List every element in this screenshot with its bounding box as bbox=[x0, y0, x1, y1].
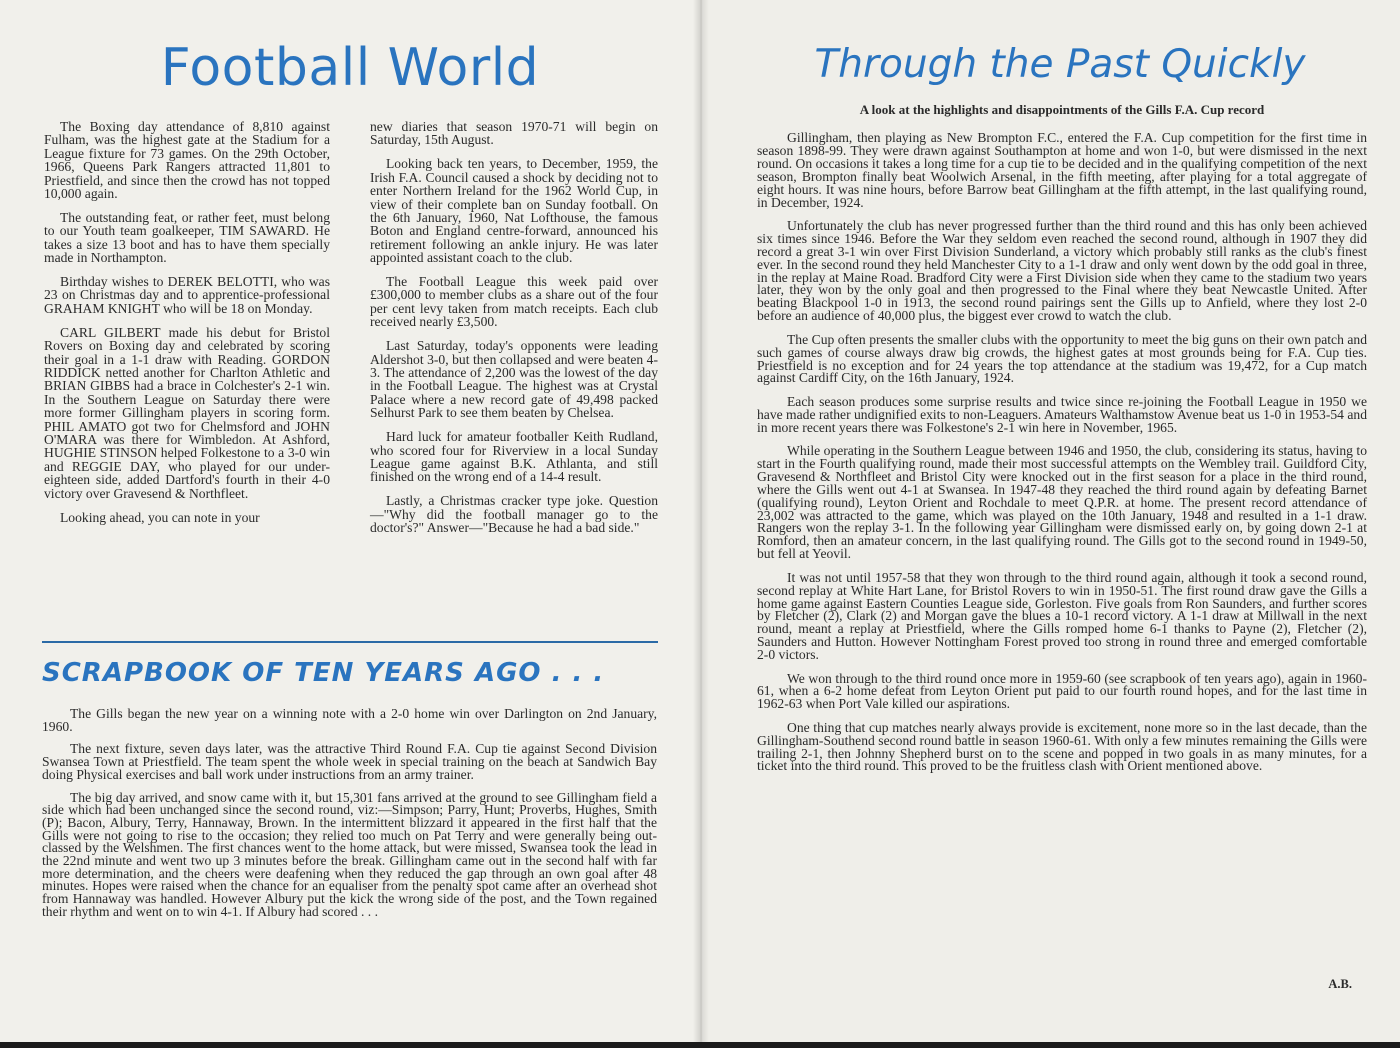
paragraph: We won through to the third round once more in 1959-60 (see scrapbook of ten years ago), again in 1960-61, when a 6-2 home defeat from Leyton Orient put paid to our fourth round hopes, and for the last time in 1962-63 when Port Vale killed our aspirations. bbox=[757, 670, 1367, 712]
paragraph: Lastly, a Christmas cracker type joke. Question—"Why did the football manager go to the doctor's?" Answer—"Because he had a bad side." bbox=[370, 493, 658, 536]
football-world-column-1 bbox=[44, 120, 330, 534]
football-world-title: Football World bbox=[160, 38, 540, 98]
paragraph: Each season produces some surprise results and twice since re-joining the Football League in 1950 we have made rather undignified exits to non-Leaguers. Amateurs Walthamstow Avenue beat us 1-0 in 1953-54 and in more recent years there was Folkestone's 2-1 win here in November, 1965. bbox=[757, 393, 1367, 435]
paragraph: The outstanding feat, or rather feet, must belong to our Youth team goalkeeper, TIM SAWARD. He takes a size 13 boot and has to have them specially made in Northampton. bbox=[44, 209, 330, 266]
paragraph: CARL GILBERT made his debut for Bristol Rovers on Boxing day and celebrated by scoring their goal in a 1-1 draw with Reading. GORDON RIDDICK netted another for Charlton Athletic and BRIAN GIBBS had a brace in Colchester's 2-1 win. In the Southern League on Saturday there were more former Gillingham players in scoring form. PHIL AMATO got two for Chelmsford and JOHN O'MARA was there for Wimbledon. At Ashford, HUGHIE STINSON helped Folkestone to a 3-0 win and REGGIE DAY, who played for our under-eighteen side, added Dartford's fourth in their 4-0 victory over Gravesend & Northfleet. bbox=[44, 324, 330, 501]
page-gutter bbox=[693, 0, 709, 1048]
paragraph: The Gills began the new year on a winning note with a 2-0 home win over Darlington on 2nd January, 1960. bbox=[42, 706, 657, 734]
paragraph: The big day arrived, and snow came with it, but 15,301 fans arrived at the ground to see Gillingham field a side which had been unchanged since the second round, viz:—Simpson; Parry, Hunt; Proverbs, Hughes, Smith (P); Bacon, Albury, Terry, Hannaway, Brown. In the intermittent blizzard it appeared in the first half that the Gills were not going to rise to the occasion; they relied too much on Pat Terry and were generally being out-classed by the Welshmen. The first chances went to the home attack, but were missed, Swansea took the lead in the 22nd minute and went two up 3 minutes before the break. Gillingham came out in the second half with far more determination, and the cheers were deafening when they reduced the gap through an own goal after 48 minutes. Hopes were raised when the chance for an equaliser from the penalty spot came after an overhead shot from Hannaway was handled. However Albury put the kick the wrong side of the post, and the Town regained their rhythm and went on to win 4-1. If Albury had scored . . . bbox=[42, 789, 657, 919]
page-bottom-edge bbox=[0, 1042, 1400, 1048]
scrapbook-title: SCRAPBOOK OF TEN YEARS AGO . . . bbox=[42, 658, 605, 688]
paragraph: One thing that cup matches nearly always provide is excitement, none more so in the last decade, than the Gillingham-Southend second round battle in season 1960-61. With only a few minutes remaining the Gills were trailing 2-1, then Johnny Shepherd burst on to the scene and popped in two goals in as many minutes, for a ticket into the third round. This proved to be the fruitless clash with Orient mentioned above. bbox=[757, 719, 1367, 774]
right-page bbox=[700, 0, 1400, 1048]
article-body bbox=[757, 132, 1367, 784]
past-quickly-title: Through the Past Quickly bbox=[814, 42, 1306, 87]
paragraph: Last Saturday, today's opponents were leading Aldershot 3-0, but then collapsed and were beaten 4-3. The attendance of 2,200 was the lowest of the day in the Football League. The highest was at Crystal Palace where a new record gate of 49,498 packed Selhurst Park to see them beaten by Chelsea. bbox=[370, 338, 658, 421]
paragraph: Looking back ten years, to December, 1959, the Irish F.A. Council caused a shock by deciding not to enter Northern Ireland for the 1962 World Cup, in view of their complete ban on Sunday football. On the 6th January, 1960, Nat Lofthouse, the famous Boton and England centre-forward, announced his retirement following an ankle injury. He was later appointed assistant coach to the club. bbox=[370, 156, 658, 266]
paragraph: Gillingham, then playing as New Brompton F.C., entered the F.A. Cup competition for the first time in season 1898-99. They were drawn against Southampton at home and won 1-0, but were dismissed in the next round. On occasions it takes a long time for a cup tie to be decided and in the qualifying competition of the next season, Brompton finally beat Woolwich Arsenal, in the fifth meeting, after playing for a total aggregate of eight hours. It was nine hours, before Barrow beat Gillingham at the fifth attempt, in the last qualifying round, in December, 1924. bbox=[757, 130, 1367, 210]
paragraph: Hard luck for amateur footballer Keith Rudland, who scored four for Riverview in a local Sunday League game against B.K. Athlanta, and still finished on the wrong end of a 14-4 result. bbox=[370, 429, 658, 485]
section-divider bbox=[42, 641, 658, 643]
paragraph: The next fixture, seven days later, was the attractive Third Round F.A. Cup tie against Second Division Swansea Town at Priestfield. The team spent the whole week in special training on the beach at Sandwich Bay doing Physical exercises and ball work under instructions from an army trainer. bbox=[42, 741, 657, 782]
paragraph: The Cup often presents the smaller clubs with the opportunity to meet the big guns on their own patch and such games of course always draw big crowds, the highest gates at most grounds being for F.A. Cup ties. Priestfield is no exception and for 24 years the top attendance at the stadium was 19,472, for a Cup match against Cardiff City, on the 16th January, 1924. bbox=[757, 331, 1367, 386]
paragraph: Unfortunately the club has never progressed further than the third round and this has only been achieved six times since 1946. Before the War they seldom even reached the second round, although in 1907 they did record a great 3-1 win over First Division Sunderland, a victory which probably still ranks as the club's finest ever. In the second round they held Manchester City to a 1-1 draw and only went down by the odd goal in three, in the replay at Maine Road. Bradford City were a First Division side when they came to the stadium two years later, they won by the only goal and then progressed to the Final where they beat Newcastle United. After beating Blackpool 1-0 in 1913, the second round pairings sent the Gills up to Anfield, where they lost 2-0 before an audience of 40,000 plus, the biggest ever crowd to watch the club. bbox=[757, 217, 1367, 324]
scrapbook-body bbox=[42, 708, 657, 929]
paragraph: Birthday wishes to DEREK BELOTTI, who was 23 on Christmas day and to apprentice-professional GRAHAM KNIGHT who will be 18 on Monday. bbox=[44, 274, 330, 316]
article-subtitle: A look at the highlights and disappointments of the Gills F.A. Cup record bbox=[859, 102, 1265, 117]
football-world-column-2 bbox=[370, 120, 658, 545]
paragraph: The Football League this week paid over £300,000 to member clubs as a share out of the four per cent levy taken from match receipts. Each club received nearly £3,500. bbox=[370, 274, 658, 330]
paragraph: new diaries that season 1970-71 will begin on Saturday, 15th August. bbox=[370, 119, 658, 148]
paragraph: It was not until 1957-58 that they won through to the third round again, although it took a second round, second replay at White Hart Lane, for Bristol Rovers to win in 1950-51. The first round draw gave the Gills a home game against Eastern Counties League side, Gorleston. Five goals from Ron Saunders, and further scores by Fletcher (2), Clark (2) and Morgan gave the blues a 10-1 record victory. A 1-1 draw at Millwall in the next round, meant a replay at Priestfield, where the Gills romped home 6-1 thanks to Payne (2), Fletcher (2), Saunders and Hutton. However Nottingham Forest proved too strong in round three and emerged comfortable 2-0 victors. bbox=[757, 569, 1367, 663]
paragraph: Looking ahead, you can note in your bbox=[60, 509, 260, 525]
paragraph: While operating in the Southern League between 1946 and 1950, the club, considering its status, having to start in the Fourth qualifying round, made their most successful attempts on the Wembley trail. Guildford City, Gravesend & Northfleet and Bristol City were knocked out in the first season for a place in the third round, where the Gills went out 4-1 at Swansea. In 1947-48 they reached the third round again by defeating Barnet (qualifying round), Leyton Orient and Rochdale to meet Q.P.R. at home. The present record attendance of 23,002 was attracted to the game, which was played on the 10th January, 1948 and resulted in a 1-1 draw. Rangers won the replay 3-1. In the following year Gillingham were dismissed early on, by going down 2-1 at Romford, then an amateur concern, in the last qualifying round. The Gills got to the second round in 1949-50, but fell at Yeovil. bbox=[757, 443, 1367, 562]
paragraph: The Boxing day attendance of 8,810 against Fulham, was the highest gate at the Stadium for a League fixture for 73 games. On the 29th October, 1966, Queens Park Rangers attracted 11,801 to Priestfield, and since then the crowd has not topped 10,000 again. bbox=[44, 119, 330, 202]
author-signature: A.B. bbox=[1328, 977, 1352, 991]
